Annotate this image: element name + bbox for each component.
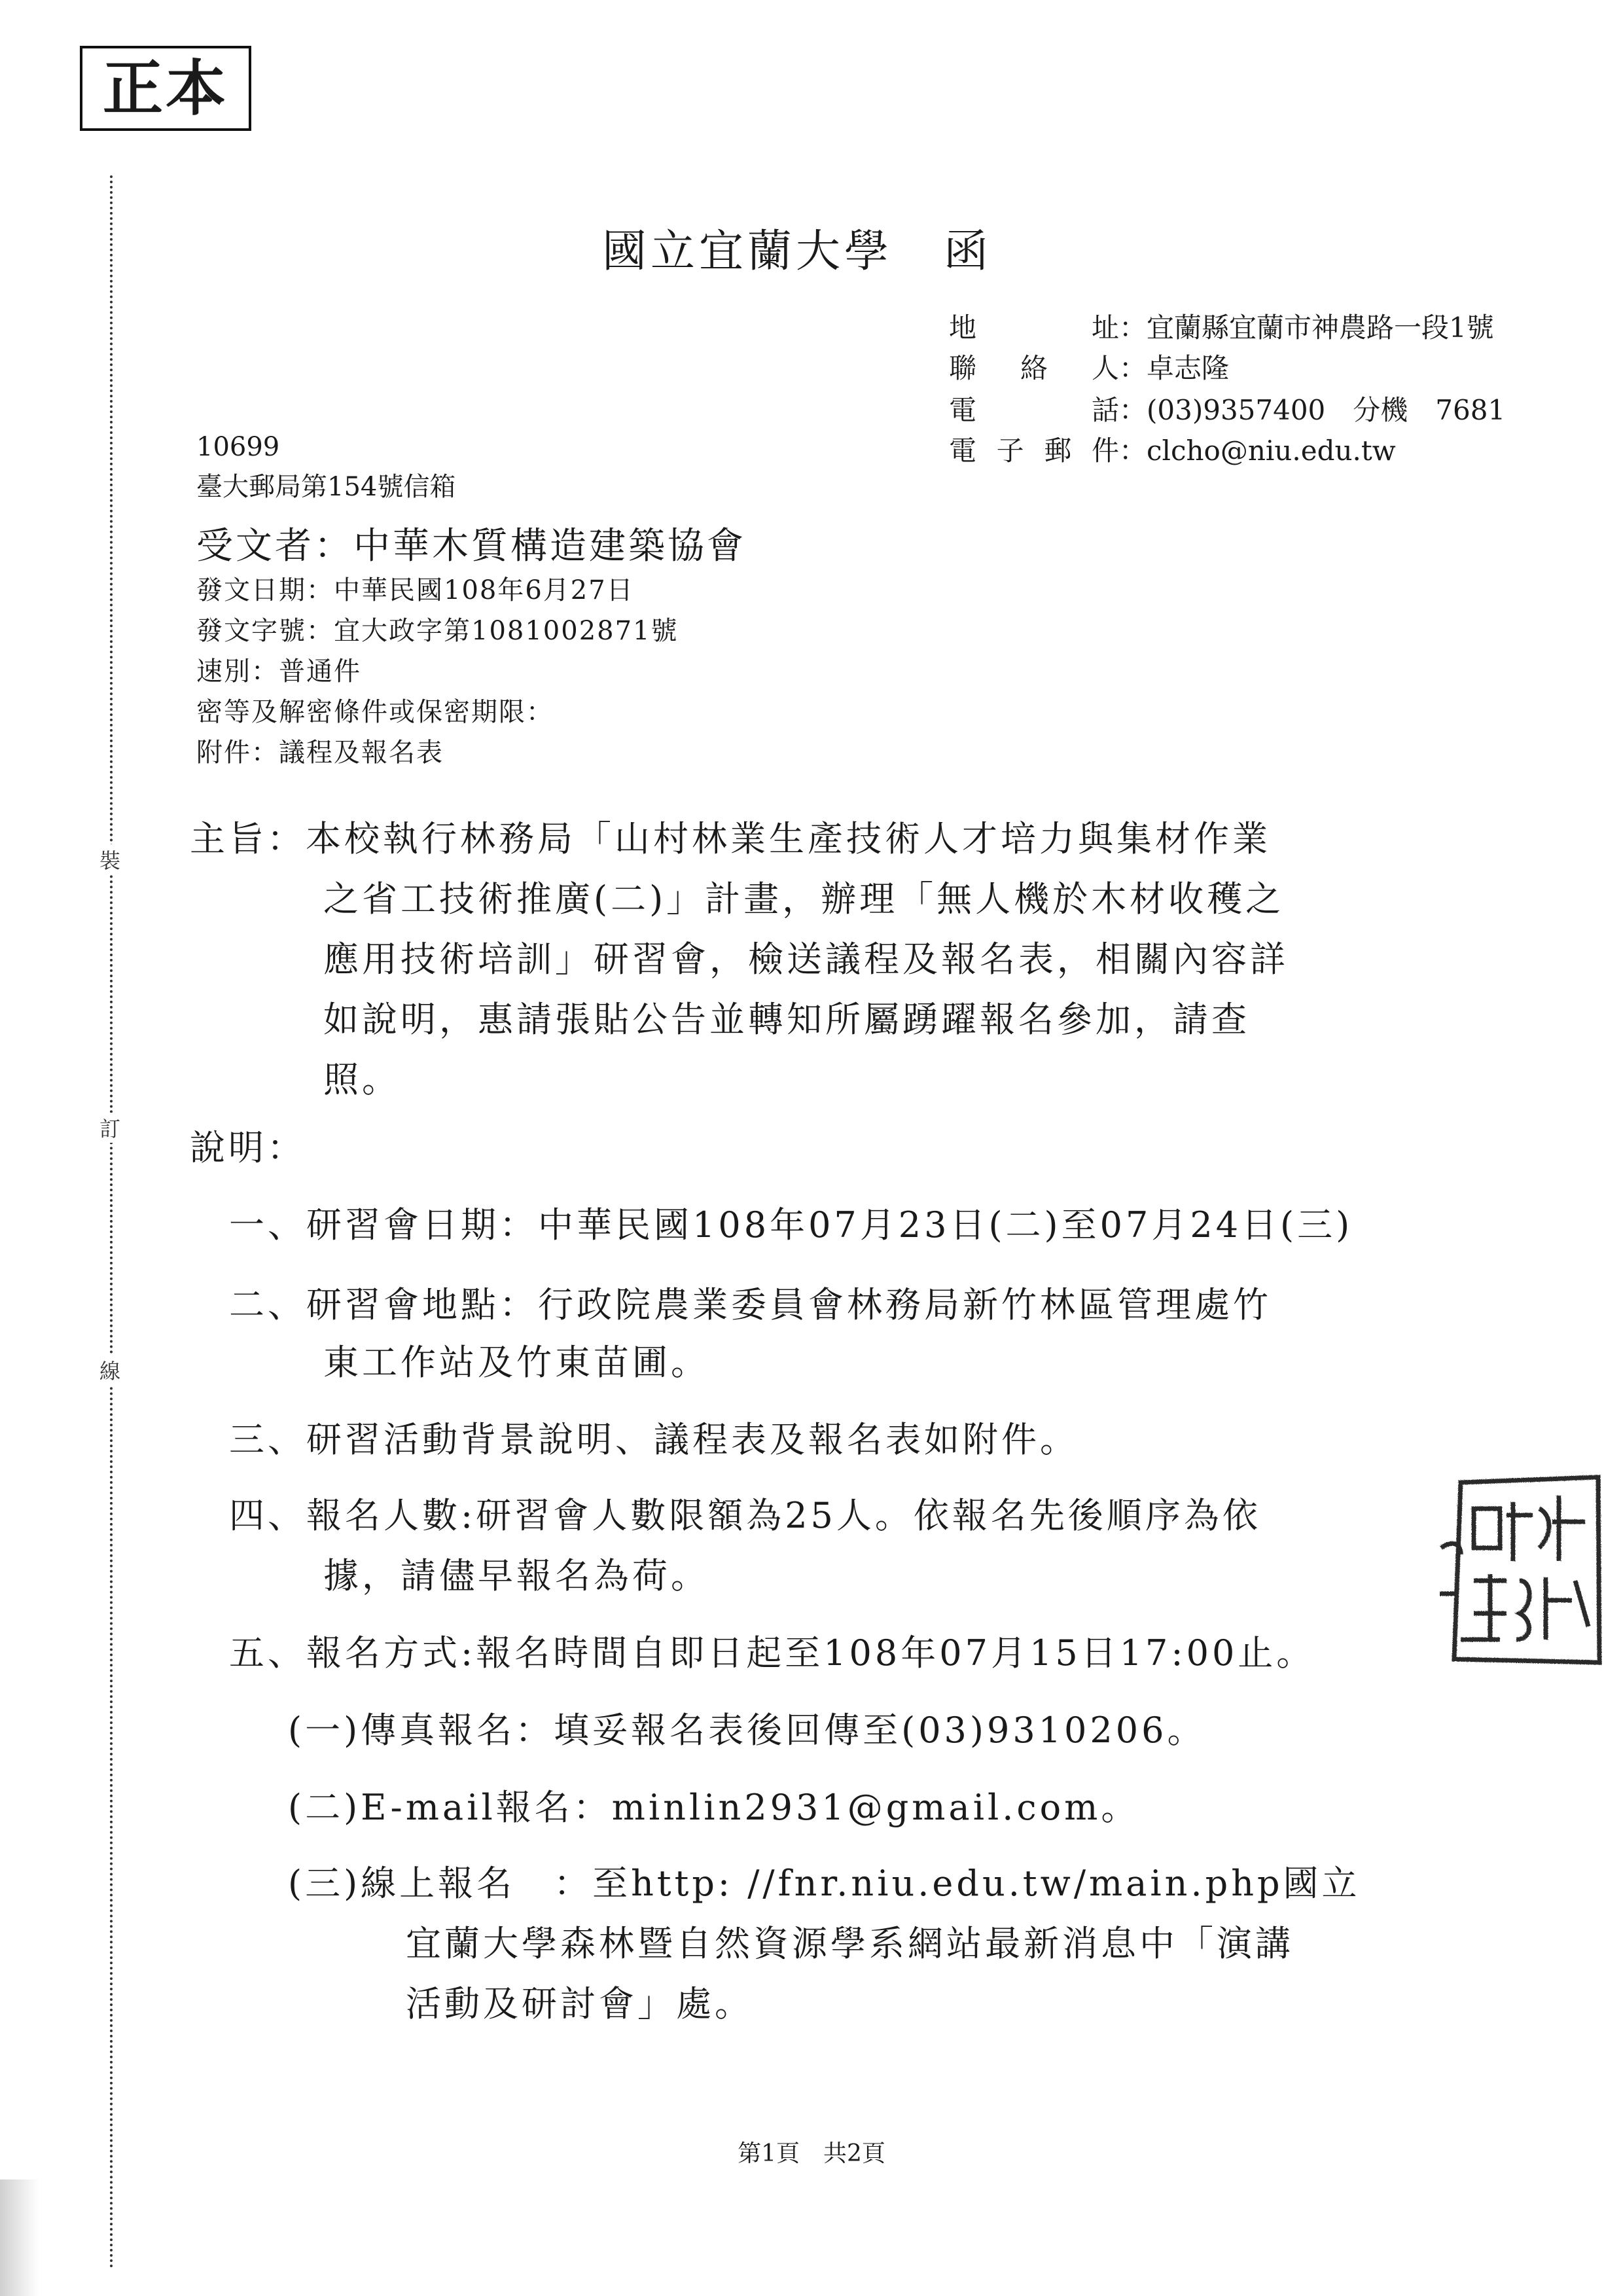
explain-item-1: 一、研習會日期：中華民國108年07月23日(二)至07月24日(三) (229, 1204, 1353, 1246)
official-seal-icon (1435, 1469, 1605, 1666)
document-title (602, 216, 992, 279)
postal-box: 臺大郵局第154號信箱 (196, 472, 456, 502)
contact-person: 聯絡人：卓志隆 (949, 347, 1229, 386)
explain-item-2-line-1: 二、研習會地點：行政院農業委員會林務局新竹林區管理處竹 (229, 1284, 1272, 1325)
contact-value: (03)9357400 分機 7681 (1147, 394, 1506, 426)
attachments: 附件：議程及報名表 (196, 738, 444, 768)
contact-value: clcho@niu.edu.tw (1147, 435, 1396, 467)
title-org: 國立宜蘭大學 (602, 226, 893, 278)
subject-line-5: 照。 (323, 1059, 401, 1100)
binding-mark-bottom: 線 (96, 1355, 124, 1385)
binding-mark-middle: 訂 (96, 1113, 124, 1143)
explain-item-3: 三、研習活動背景說明、議程表及報名表如附件。 (229, 1419, 1079, 1460)
explain-sub-3-line-1: (三)線上報名 ：至http: //fnr.niu.edu.tw/main.php國立 (288, 1863, 1361, 1904)
title-type: 函 (944, 226, 993, 278)
explain-item-5: 五、報名方式:報名時間自即日起至108年07月15日17:00止。 (229, 1632, 1315, 1674)
explain-item-2-line-2: 東工作站及竹東苗圃。 (323, 1342, 709, 1383)
explain-sub-3-line-2: 宜蘭大學森林暨自然資源學系網站最新消息中「演講 (406, 1923, 1294, 1964)
contact-email: 電子郵件：clcho@niu.edu.tw (949, 429, 1396, 469)
explain-item-4-line-1: 四、報名人數:研習會人數限額為25人。依報名先後順序為依 (229, 1495, 1261, 1536)
contact-phone: 電 話：(03)9357400 分機 7681 (949, 389, 1505, 428)
original-copy-stamp: 正本 (80, 46, 251, 131)
binding-mark-top: 裝 (96, 844, 124, 874)
delivery-speed: 速別：普通件 (196, 656, 361, 687)
subject-line-3: 應用技術培訓」研習會，檢送議程及報名表，相關內容詳 (323, 939, 1289, 980)
secrecy-level: 密等及解密條件或保密期限： (196, 697, 554, 727)
explain-sub-1: (一)傳真報名：填妥報名表後回傳至(03)9310206。 (288, 1710, 1206, 1751)
issue-number: 發文字號：宜大政字第1081002871號 (196, 616, 679, 646)
contact-label: 地 址 (949, 312, 1119, 344)
contact-label: 聯絡人 (949, 352, 1119, 384)
contact-label: 電子郵件 (949, 435, 1119, 467)
postal-code: 10699 (196, 432, 280, 462)
issue-date: 發文日期：中華民國108年6月27日 (196, 575, 634, 605)
contact-label: 電 話 (949, 394, 1119, 426)
contact-address: 地 址：宜蘭縣宜蘭市神農路一段1號 (949, 306, 1494, 346)
contact-value: 卓志隆 (1147, 352, 1230, 384)
subject-line-2: 之省工技術推廣(二)」計畫，辦理「無人機於木材收穫之 (323, 878, 1285, 920)
page-number: 第1頁 共2頁 (738, 2140, 885, 2167)
contact-value: 宜蘭縣宜蘭市神農路一段1號 (1147, 312, 1494, 344)
recipient-line: 受文者：中華木質構造建築協會 (196, 525, 746, 567)
subject-line-4: 如說明，惠請張貼公告並轉知所屬踴躍報名參加，請查 (323, 999, 1250, 1040)
explain-item-4-line-2: 據，請儘早報名為荷。 (323, 1555, 709, 1596)
binding-dotted-line (110, 175, 113, 2270)
scan-edge-shadow (0, 2179, 39, 2296)
subject-line-1: 主旨：本校執行林務局「山村林業生產技術人才培力與集材作業 (190, 818, 1271, 859)
explain-sub-3-line-3: 活動及研討會」處。 (406, 1983, 753, 2024)
explain-sub-2: (二)E-mail報名：minlin2931@gmail.com。 (288, 1787, 1140, 1828)
explain-heading: 說明： (190, 1127, 306, 1168)
